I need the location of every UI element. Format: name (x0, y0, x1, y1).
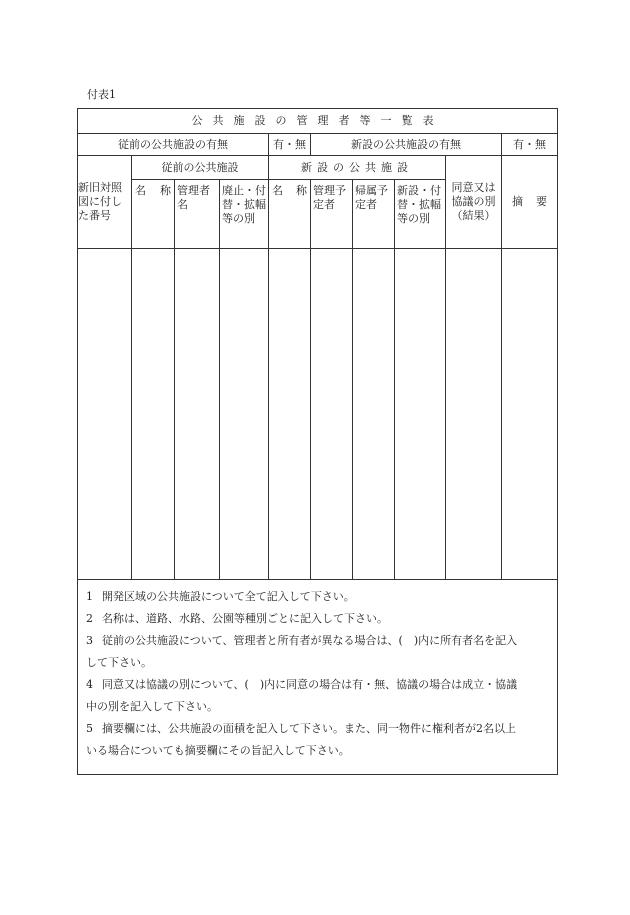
entry-number-cell[interactable] (78, 249, 132, 580)
col-remarks-char-a: 摘 (512, 195, 523, 209)
note-text: 摘要欄には、公共施設の面積を記入して下さい。また、同一物件に権利者が2名以上 (102, 722, 516, 735)
note-item (86, 586, 549, 608)
group-new-header: 新設の公共施設 (269, 156, 446, 180)
col-number-header (78, 156, 132, 249)
entry-abolish-cell[interactable] (220, 249, 269, 580)
table-title: 公共施設の管理者等一覧表 (78, 109, 558, 134)
note-continuation: して下さい。 (86, 656, 152, 669)
col-new-name-char-b: 称 (296, 184, 307, 197)
col-abolish-header (220, 180, 269, 249)
note-continuation: いる場合についても摘要欄にその旨記入して下さい。 (86, 744, 350, 757)
note-item (86, 718, 549, 740)
note-text: 名称は、道路、水路、公園等種別ごとに記入して下さい。 (102, 612, 388, 625)
entry-new-name-cell[interactable] (269, 249, 311, 580)
entry-name-cell[interactable] (132, 249, 175, 580)
col-owner-header (353, 180, 395, 249)
col-new-kind-header (395, 180, 446, 249)
notes-section (78, 580, 558, 775)
existing-before-value[interactable]: 有・無 (269, 134, 311, 156)
note-item (86, 674, 549, 696)
note-number: 2 (86, 612, 93, 625)
col-remarks-header (502, 156, 558, 249)
existing-before-label: 従前の公共施設の有無 (78, 134, 269, 156)
entry-remarks-cell[interactable] (502, 249, 558, 580)
col-planned-manager-header (311, 180, 353, 249)
note-number: 3 (86, 634, 93, 647)
entry-manager-cell[interactable] (175, 249, 220, 580)
entry-owner-cell[interactable] (353, 249, 395, 580)
note-text: 開発区域の公共施設について全て記入して下さい。 (102, 590, 355, 603)
col-agree-header (446, 156, 502, 249)
col-agree-text: 同意又は協議の別（結果） (451, 181, 496, 222)
note-text: 同意又は協議の別について、( )内に同意の場合は有・無、協議の場合は成立・協議 (102, 678, 518, 691)
note-continuation: 中の別を記入して下さい。 (86, 700, 218, 713)
col-new-name-header (269, 180, 311, 249)
col-name-char-b: 称 (160, 184, 171, 197)
entry-agree-cell[interactable] (446, 249, 502, 580)
document-label: 付表1 (87, 88, 116, 101)
public-facility-manager-table (77, 108, 558, 775)
notes-list (86, 586, 549, 762)
col-manager-header (175, 180, 220, 249)
note-item (86, 608, 549, 630)
col-new-name-char-a: 名 (272, 184, 283, 197)
col-owner-text: 帰属予定者 (355, 184, 388, 211)
col-planned-manager-text: 管理予定者 (313, 184, 346, 211)
col-new-kind-text: 新設・付替・拡幅等の別 (397, 184, 441, 225)
entry-new-kind-cell[interactable] (395, 249, 446, 580)
col-abolish-text: 廃止・付替・拡幅等の別 (222, 184, 266, 225)
note-number: 1 (86, 590, 93, 603)
existing-new-value[interactable]: 有・無 (502, 134, 558, 156)
data-entry-row (78, 249, 558, 580)
existing-new-label: 新設の公共施設の有無 (311, 134, 502, 156)
entry-planned-manager-cell[interactable] (311, 249, 353, 580)
col-manager-text: 管理者名 (177, 184, 210, 211)
col-number-text: 新旧対照図に付した番号 (78, 181, 122, 222)
note-item (86, 630, 549, 652)
note-text: 従前の公共施設について、管理者と所有者が異なる場合は、( )内に所有者名を記入 (102, 634, 518, 647)
col-name-char-a: 名 (135, 184, 146, 197)
note-number: 4 (86, 678, 93, 691)
note-number: 5 (86, 722, 93, 735)
group-before-header: 従前の公共施設 (132, 156, 269, 180)
col-remarks-char-b: 要 (536, 195, 548, 209)
col-name-header (132, 180, 175, 249)
